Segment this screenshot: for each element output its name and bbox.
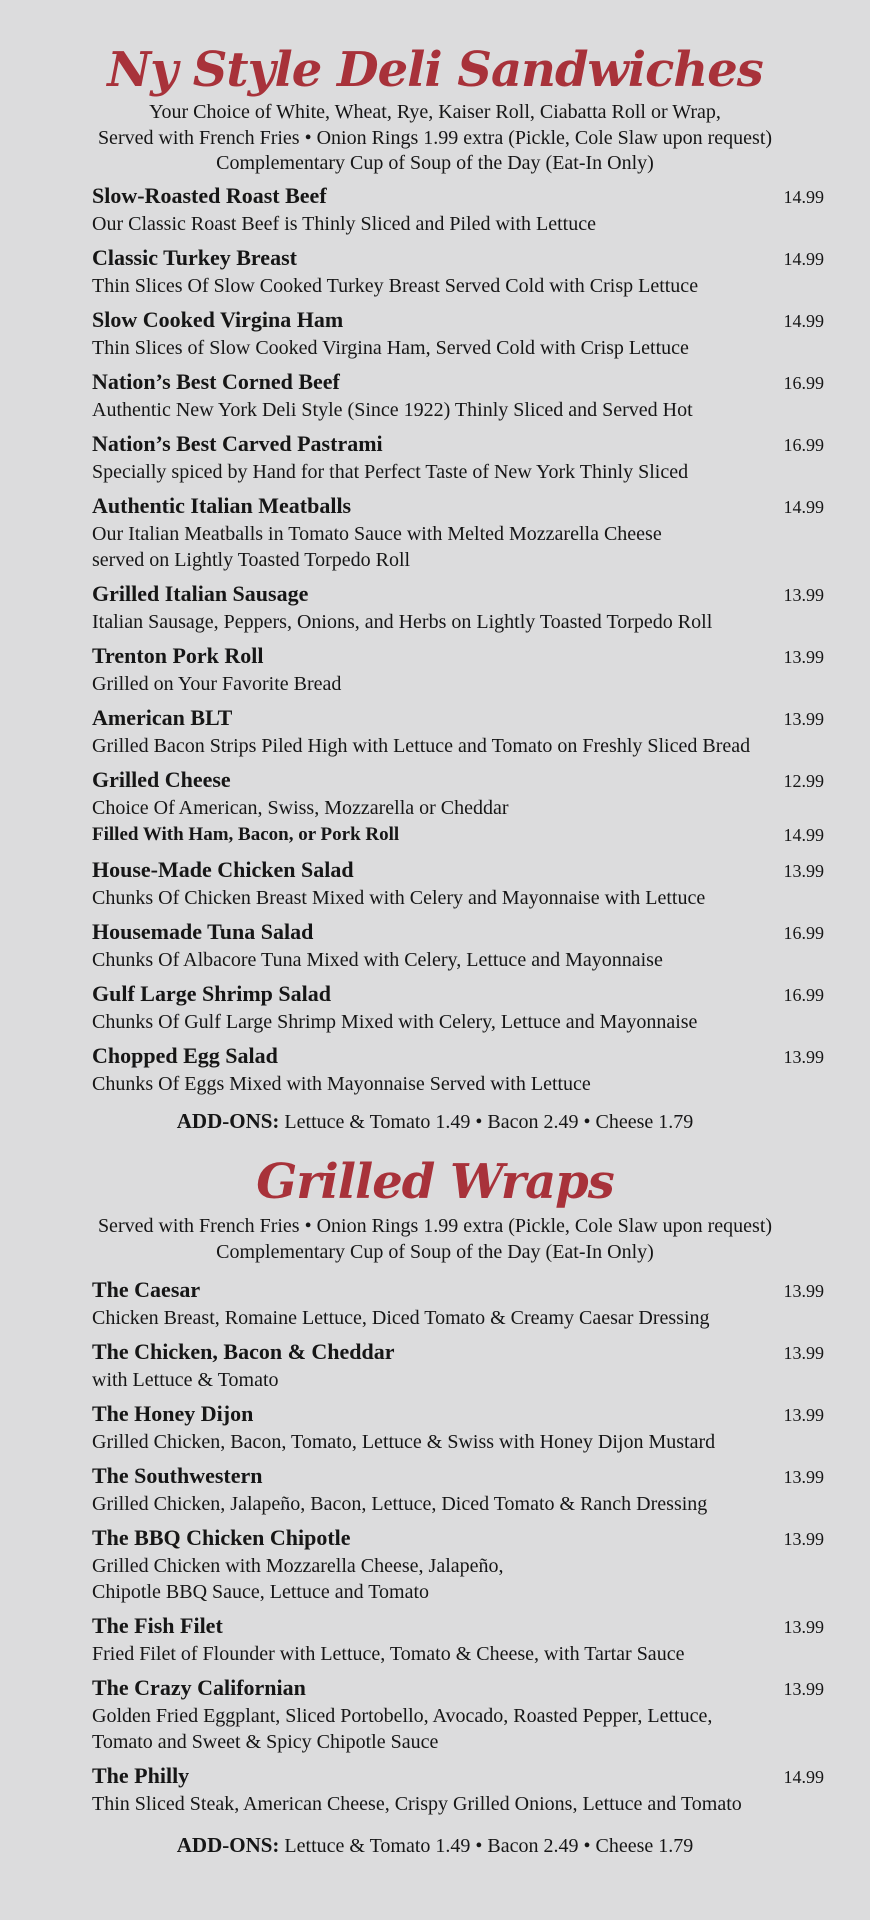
menu-item: [92, 1041, 824, 1097]
item-price: 13.99: [783, 708, 824, 729]
item-name: The Crazy Californian: [92, 1675, 306, 1700]
addons-text: Lettuce & Tomato 1.49 • Bacon 2.49 • Cheese 1.79: [279, 1835, 694, 1857]
menu-item: [92, 1337, 824, 1393]
item-description: Grilled Bacon Strips Piled High with Lettuce and Tomato on Freshly Sliced Bread: [92, 734, 751, 757]
menu-item: [92, 305, 824, 361]
item-price: 16.99: [783, 434, 824, 455]
item-name: The Caesar: [92, 1277, 201, 1302]
intro-line: Served with French Fries • Onion Rings 1.99 extra (Pickle, Cole Slaw upon request): [97, 1215, 773, 1237]
menu-item: [92, 979, 824, 1035]
item-price: 14.99: [783, 1767, 824, 1787]
intro-line: Your Choice of White, Wheat, Rye, Kaiser Roll, Ciabatta Roll or Wrap,: [149, 101, 721, 123]
menu-item: [92, 641, 824, 697]
item-name: The BBQ Chicken Chipotle: [92, 1525, 351, 1550]
intro-line: Served with French Fries • Onion Rings 1.99 extra (Pickle, Cole Slaw upon request): [97, 126, 773, 149]
sandwiches-addons: [0, 1107, 870, 1136]
item-price: 12.99: [783, 770, 824, 791]
item-name: The Southwestern: [92, 1463, 263, 1488]
item-option: [92, 821, 824, 849]
wraps-section: [0, 1154, 870, 1860]
item-description: Chunks Of Gulf Large Shrimp Mixed with Celery, Lettuce and Mayonnaise: [92, 1010, 698, 1033]
menu-item: [92, 1399, 824, 1455]
item-name: Grilled Italian Sausage: [92, 580, 309, 606]
item-price: 14.99: [783, 496, 824, 517]
item-price: 13.99: [783, 1046, 824, 1067]
item-description: Chunks Of Chicken Breast Mixed with Celery and Mayonnaise with Lettuce: [92, 886, 706, 909]
addons-text: Lettuce & Tomato 1.49 • Bacon 2.49 • Cheese 1.79: [279, 1110, 694, 1133]
item-description: Thin Slices Of Slow Cooked Turkey Breast Served Cold with Crisp Lettuce: [92, 274, 699, 297]
item-price: 13.99: [783, 584, 824, 605]
addons-label: ADD-ONS:: [176, 1833, 280, 1857]
menu-item: [92, 1611, 824, 1667]
item-price: 16.99: [783, 984, 824, 1005]
menu-item: [92, 1761, 824, 1817]
item-description: Thin Sliced Steak, American Cheese, Crispy Grilled Onions, Lettuce and Tomato: [92, 1793, 742, 1815]
menu-item: [92, 855, 824, 911]
item-price: 14.99: [783, 248, 824, 269]
sandwiches-section: [0, 42, 870, 1136]
item-name: Slow Cooked Virgina Ham: [92, 306, 344, 332]
item-description: Grilled Chicken with Mozzarella Cheese, Jalapeño, Chipotle BBQ Sauce, Lettuce and Tomato: [92, 1555, 504, 1603]
item-description: Golden Fried Eggplant, Sliced Portobello, Avocado, Roasted Pepper, Lettuce, Tomato and Sweet & Spicy Chipotle Sauce: [92, 1705, 713, 1753]
menu-item: [92, 765, 824, 849]
intro-line: Complementary Cup of Soup of the Day (Eat-In Only): [216, 1240, 654, 1263]
item-name: Nation’s Best Carved Pastrami: [92, 430, 383, 456]
item-description: Chunks Of Eggs Mixed with Mayonnaise Served with Lettuce: [92, 1072, 591, 1095]
item-name: Slow-Roasted Roast Beef: [92, 182, 327, 208]
wraps-intro: [0, 1214, 870, 1265]
menu-item: [92, 181, 824, 237]
item-description: Fried Filet of Flounder with Lettuce, Tomato & Cheese, with Tartar Sauce: [92, 1643, 685, 1665]
item-price: 13.99: [783, 1679, 824, 1699]
item-description: Chunks Of Albacore Tuna Mixed with Celery, Lettuce and Mayonnaise: [92, 948, 663, 971]
wrap-list: [92, 1275, 824, 1817]
item-description: Choice Of American, Swiss, Mozzarella or Cheddar: [92, 796, 509, 819]
item-description: Grilled Chicken, Bacon, Tomato, Lettuce & Swiss with Honey Dijon Mustard: [92, 1431, 716, 1453]
item-description: Grilled Chicken, Jalapeño, Bacon, Lettuce, Diced Tomato & Ranch Dressing: [92, 1493, 708, 1515]
item-description: Thin Slices of Slow Cooked Virgina Ham, Served Cold with Crisp Lettuce: [92, 336, 689, 359]
menu-item: [92, 367, 824, 423]
sandwiches-title: Ny Style Deli Sandwiches: [107, 42, 763, 98]
item-name: The Philly: [92, 1763, 190, 1788]
item-price: 13.99: [783, 1529, 824, 1549]
item-name: Grilled Cheese: [92, 766, 231, 792]
item-description: Grilled on Your Favorite Bread: [92, 672, 342, 695]
wraps-title: Grilled Wraps: [256, 1154, 614, 1210]
item-description: Our Classic Roast Beef is Thinly Sliced and Piled with Lettuce: [92, 212, 596, 235]
menu-item: [92, 917, 824, 973]
option-label: Filled With Ham, Bacon, or Pork Roll: [92, 823, 400, 845]
item-price: 13.99: [783, 1617, 824, 1637]
menu-item: [92, 579, 824, 635]
item-price: 13.99: [783, 646, 824, 667]
item-name: The Chicken, Bacon & Cheddar: [92, 1339, 395, 1364]
item-description: Our Italian Meatballs in Tomato Sauce with Melted Mozzarella Cheese served on Lightly Toasted Torpedo Roll: [92, 522, 662, 571]
item-name: Chopped Egg Salad: [92, 1042, 278, 1068]
menu-item: [92, 429, 824, 485]
item-description: Italian Sausage, Peppers, Onions, and Herbs on Lightly Toasted Torpedo Roll: [92, 610, 713, 633]
item-name: Housemade Tuna Salad: [92, 918, 314, 944]
item-description: Chicken Breast, Romaine Lettuce, Diced Tomato & Creamy Caesar Dressing: [92, 1307, 710, 1329]
intro-line: Complementary Cup of Soup of the Day (Eat-In Only): [216, 152, 654, 174]
item-name: The Fish Filet: [92, 1613, 223, 1638]
item-name: Authentic Italian Meatballs: [92, 492, 352, 518]
option-price: 14.99: [783, 824, 824, 845]
menu-item: [92, 1461, 824, 1517]
item-description: Authentic New York Deli Style (Since 1922) Thinly Sliced and Served Hot: [92, 398, 693, 421]
item-price: 13.99: [783, 860, 824, 881]
item-description: with Lettuce & Tomato: [92, 1369, 279, 1391]
item-price: 14.99: [783, 310, 824, 331]
addons-label: ADD-ONS:: [176, 1108, 280, 1133]
item-price: 13.99: [783, 1281, 824, 1301]
wraps-addons: [0, 1831, 870, 1860]
item-price: 13.99: [783, 1343, 824, 1363]
item-name: The Honey Dijon: [92, 1401, 254, 1426]
menu-item: [92, 243, 824, 299]
item-name: Gulf Large Shrimp Salad: [92, 980, 331, 1006]
item-name: Trenton Pork Roll: [92, 642, 264, 668]
menu-item: [92, 703, 824, 759]
item-price: 16.99: [783, 922, 824, 943]
item-name: American BLT: [92, 704, 233, 730]
item-price: 13.99: [783, 1405, 824, 1425]
item-name: Classic Turkey Breast: [92, 244, 297, 270]
menu-item: [92, 491, 824, 573]
item-price: 14.99: [783, 186, 824, 207]
item-name: Nation’s Best Corned Beef: [92, 368, 340, 394]
menu-item: [92, 1523, 824, 1605]
sandwiches-intro: [0, 100, 870, 177]
menu-item: [92, 1673, 824, 1755]
menu-item: [92, 1275, 824, 1331]
item-price: 13.99: [783, 1467, 824, 1487]
item-price: 16.99: [783, 372, 824, 393]
item-name: House-Made Chicken Salad: [92, 856, 354, 882]
item-description: Specially spiced by Hand for that Perfect Taste of New York Thinly Sliced: [92, 460, 689, 483]
sandwich-list: [92, 181, 824, 1097]
